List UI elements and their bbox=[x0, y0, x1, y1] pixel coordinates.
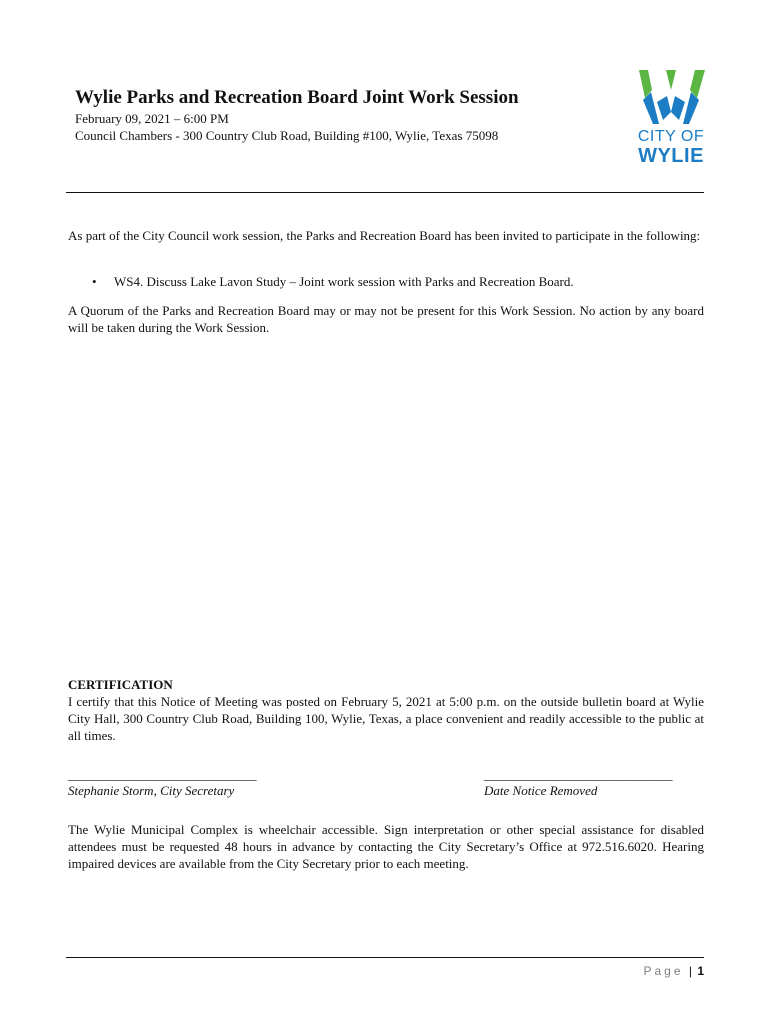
meeting-location: Council Chambers - 300 Country Club Road, Building #100, Wylie, Texas 75098 bbox=[75, 128, 499, 143]
certification-heading: CERTIFICATION bbox=[68, 677, 173, 692]
intro-paragraph: As part of the City Council work session, the Parks and Recreation Board has been invited to participate in the following: bbox=[68, 228, 701, 243]
signature-caption-left: Stephanie Storm, City Secretary bbox=[68, 783, 235, 798]
document-title: Wylie Parks and Recreation Board Joint Work Session bbox=[75, 87, 519, 108]
page-number-value: 1 bbox=[697, 964, 704, 978]
page-label: Page bbox=[643, 964, 684, 978]
signature-line-left: _____________________________ bbox=[68, 767, 257, 782]
page-separator: | bbox=[688, 964, 692, 978]
quorum-paragraph: A Quorum of the Parks and Recreation Board may or may not be present for this Work Session. No action by any board will be taken during the Work Session. bbox=[68, 303, 704, 335]
logo-text-wylie: WYLIE bbox=[638, 145, 704, 167]
logo-text-city-of: CITY OF bbox=[637, 128, 705, 145]
accessibility-notice: The Wylie Municipal Complex is wheelchair accessible. Sign interpretation or other special assistance for disabled attendees must be requested 48 hours in advance by contacting the City Secretary’s Office at 972.516.6020. Hearing impaired devices are available from the City Secretary prior to each meeting. bbox=[68, 822, 704, 871]
signature-caption-right: Date Notice Removed bbox=[484, 783, 598, 798]
footer-divider bbox=[66, 957, 704, 958]
certification-text: I certify that this Notice of Meeting was posted on February 5, 2021 at 5:00 p.m. on the outside bulletin board at Wylie City Hall, 300 Country Club Road, Building 100, Wylie, Texas, a place convenient and readily accessible to the public at all times. bbox=[68, 694, 704, 743]
bullet-icon: • bbox=[92, 274, 97, 289]
page-number bbox=[643, 964, 704, 978]
logo-green-center bbox=[666, 70, 676, 90]
logo-blue-mid-right bbox=[671, 96, 685, 120]
header-divider bbox=[66, 192, 704, 193]
agenda-item-text: WS4. Discuss Lake Lavon Study – Joint work session with Parks and Recreation Board. bbox=[114, 274, 574, 289]
meeting-date: February 09, 2021 – 6:00 PM bbox=[75, 111, 229, 126]
signature-line-right: _____________________________ bbox=[484, 767, 673, 782]
logo-blue-mid-left bbox=[657, 96, 671, 120]
